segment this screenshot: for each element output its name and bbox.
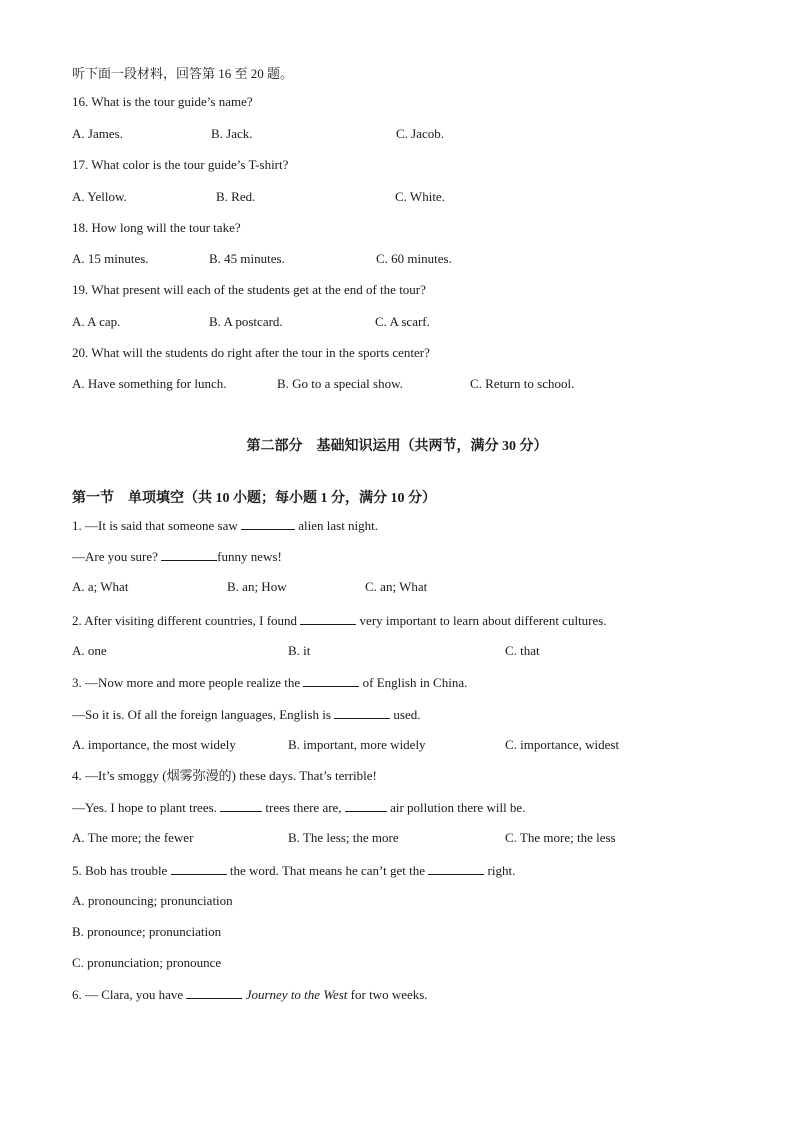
question-16: 16. What is the tour guide’s name? [72,94,253,109]
answer-blank [220,799,262,812]
q2-option-b: B. it [288,643,311,658]
q17-option-b: B. Red. [216,189,256,204]
q16-option-c: C. Jacob. [396,126,445,141]
section1-title: 第一节 单项填空（共 10 小题；每小题 1 分，满分 10 分） [72,491,436,506]
q1-option-c: C. an; What [365,579,428,594]
question-20: 20. What will the students do right after the tour in the sports center? [72,345,430,360]
answer-blank [303,674,359,687]
answer-blank [345,799,387,812]
q17-option-c: C. White. [395,189,445,204]
answer-blank [241,517,295,530]
q16-option-a: A. James. [72,126,123,141]
q4-option-a: A. The more; the fewer [72,830,194,845]
question-4-line-2 [72,799,525,816]
q1-option-a: A. a; What [72,579,129,594]
q16-option-b: B. Jack. [211,126,253,141]
answer-blank [161,548,217,561]
q3-text-c: —So it is. Of all the foreign languages, English is [72,707,335,722]
question-18: 18. How long will the tour take? [72,220,241,235]
listening-intro: 听下面一段材料，回答第 16 至 20 题。 [72,66,294,81]
answer-blank [428,862,484,875]
q18-option-c: C. 60 minutes. [376,251,452,266]
q1-text-a: 1. —It is said that someone saw [72,518,241,533]
q19-option-c: C. A scarf. [375,314,430,329]
q20-option-b: B. Go to a special show. [277,376,403,391]
answer-blank [334,706,390,719]
q2-option-a: A. one [72,643,107,658]
q20-option-a: A. Have something for lunch. [72,376,227,391]
question-5-line-1 [72,862,515,879]
question-1-line-2 [72,548,282,565]
q4-text-c: air pollution there will be. [386,800,526,815]
question-19: 19. What present will each of the students get at the end of the tour? [72,282,426,297]
question-3-line-1 [72,674,467,691]
question-6-line-1 [72,986,428,1003]
q2-option-c: C. that [505,643,540,658]
q3-text-a: 3. —Now more and more people realize the [72,675,304,690]
q3-text-b: of English in China. [359,675,468,690]
q4-text-b: trees there are, [262,800,345,815]
q1-text-b: alien last night. [294,518,379,533]
question-3-line-2 [72,706,420,723]
q2-text-a: 2. After visiting different countries, I found [72,613,301,628]
q1-option-b: B. an; How [227,579,287,594]
q3-option-c: C. importance, widest [505,737,620,752]
q6-book-title: Journey to the West [245,987,348,1002]
answer-blank [171,862,227,875]
q6-text-b: for two weeks. [347,987,428,1002]
question-2-line-1 [72,612,607,629]
question-1-line-1 [72,517,378,534]
q4-option-c: C. The more; the less [505,830,616,845]
q5-text-b: the word. That means he can’t get the [226,863,429,878]
q6-text-a: 6. — Clara, you have [72,987,187,1002]
q5-option-b: B. pronounce; pronunciation [72,924,222,939]
q1-text-d: funny news! [217,549,282,564]
q4-option-b: B. The less; the more [288,830,399,845]
part2-title: 第二部分 基础知识运用（共两节，满分 30 分） [246,439,548,454]
q3-text-d: used. [390,707,421,722]
q19-option-a: A. A cap. [72,314,121,329]
q19-option-b: B. A postcard. [209,314,283,329]
q18-option-b: B. 45 minutes. [209,251,285,266]
q3-option-a: A. importance, the most widely [72,737,236,752]
q5-text-c: right. [484,863,516,878]
q3-option-b: B. important, more widely [288,737,426,752]
q4-text-a: —Yes. I hope to plant trees. [72,800,221,815]
q5-option-c: C. pronunciation; pronounce [72,955,222,970]
q17-option-a: A. Yellow. [72,189,127,204]
question-17: 17. What color is the tour guide’s T-shirt? [72,157,289,172]
q20-option-c: C. Return to school. [470,376,575,391]
question-4-line-1: 4. —It’s smoggy (烟雾弥漫的) these days. That’s terrible! [72,768,377,783]
q5-option-a: A. pronouncing; pronunciation [72,893,233,908]
answer-blank [300,612,356,625]
q5-text-a: 5. Bob has trouble [72,863,171,878]
q1-text-c: —Are you sure? [72,549,162,564]
answer-blank [186,986,242,999]
q2-text-b: very important to learn about different cultures. [356,613,607,628]
q18-option-a: A. 15 minutes. [72,251,149,266]
